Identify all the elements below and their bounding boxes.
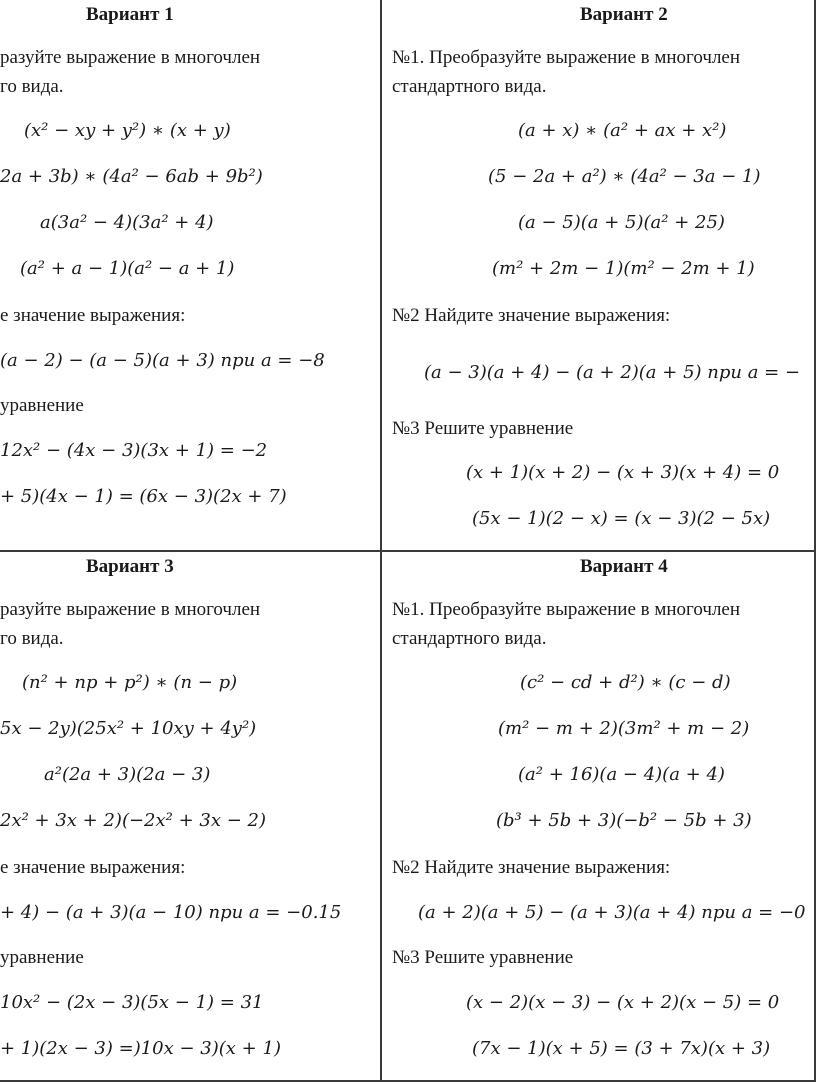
task-1-heading-cont: го вида. (0, 628, 64, 649)
variant-title: Вариант 3 (86, 556, 174, 577)
variant-4-cell (382, 552, 814, 1080)
expression-3: (a² + 16)(a − 4)(a + 4) (518, 764, 725, 785)
task-2-heading: №2 Найдите значение выражения: (392, 857, 671, 878)
task-2-expression: + 4) − (a + 3)(a − 10) при a = −0.15 (0, 902, 342, 923)
expression-3: (a − 5)(a + 5)(a² + 25) (518, 212, 725, 233)
task-1-heading: разуйте выражение в многочлен (0, 599, 261, 620)
task-2-expression: (a − 3)(a + 4) − (a + 2)(a + 5) при a = − (424, 362, 801, 383)
task-3-heading: уравнение (0, 947, 84, 968)
task-2-heading: е значение выражения: (0, 857, 186, 878)
task-2-expression: (a − 2) − (a − 5)(a + 3) при a = −8 (0, 350, 325, 371)
bottom-border (0, 1080, 816, 1082)
expression-4: 2x² + 3x + 2)(−2x² + 3x − 2) (0, 810, 267, 831)
task-2-expression: (a + 2)(a + 5) − (a + 3)(a + 4) при a = −0 (418, 902, 806, 923)
variant-title: Вариант 2 (580, 4, 668, 25)
task-1-heading: разуйте выражение в многочлен (0, 47, 261, 68)
task-1-heading: №1. Преобразуйте выражение в многочлен (392, 47, 741, 68)
variant-3-cell (0, 552, 380, 1080)
variant-title: Вариант 1 (86, 4, 174, 25)
variant-1-cell (0, 0, 380, 550)
equation-2: + 5)(4x − 1) = (6x − 3)(2x + 7) (0, 486, 287, 507)
expression-1: (a + x) ∗ (a² + ax + x²) (518, 120, 727, 141)
equation-1: 10x² − (2x − 3)(5x − 1) = 31 (0, 992, 264, 1013)
expression-2: (5 − 2a + a²) ∗ (4a² − 3a − 1) (488, 166, 761, 187)
task-2-heading: е значение выражения: (0, 305, 186, 326)
expression-4: (b³ + 5b + 3)(−b² − 5b + 3) (496, 810, 752, 831)
expression-2: 5x − 2y)(25x² + 10xy + 4y²) (0, 718, 257, 739)
task-2-heading: №2 Найдите значение выражения: (392, 305, 671, 326)
equation-2: (5x − 1)(2 − x) = (x − 3)(2 − 5x) (472, 508, 771, 529)
task-1-heading-cont: стандартного вида. (392, 628, 547, 649)
task-1-heading-cont: стандартного вида. (392, 76, 547, 97)
equation-1: 12x² − (4x − 3)(3x + 1) = −2 (0, 440, 268, 461)
expression-1: (c² − cd + d²) ∗ (c − d) (520, 672, 731, 693)
task-3-heading: уравнение (0, 395, 84, 416)
expression-2: (m² − m + 2)(3m² + m − 2) (498, 718, 750, 739)
equation-2: + 1)(2x − 3) =)10x − 3)(x + 1) (0, 1038, 281, 1059)
variant-2-cell (382, 0, 814, 550)
task-3-heading: №3 Решите уравнение (392, 947, 574, 968)
task-1-heading: №1. Преобразуйте выражение в многочлен (392, 599, 741, 620)
expression-3: a²(2a + 3)(2a − 3) (44, 764, 211, 785)
equation-1: (x − 2)(x − 3) − (x + 2)(x − 5) = 0 (466, 992, 780, 1013)
equation-2: (7x − 1)(x + 5) = (3 + 7x)(x + 3) (472, 1038, 771, 1059)
expression-4: (m² + 2m − 1)(m² − 2m + 1) (492, 258, 755, 279)
expression-1: (x² − xy + y²) ∗ (x + y) (24, 120, 231, 141)
equation-1: (x + 1)(x + 2) − (x + 3)(x + 4) = 0 (466, 462, 780, 483)
task-3-heading: №3 Решите уравнение (392, 418, 574, 439)
expression-2: 2a + 3b) ∗ (4a² − 6ab + 9b²) (0, 166, 263, 187)
expression-3: a(3a² − 4)(3a² + 4) (40, 212, 214, 233)
task-1-heading-cont: го вида. (0, 76, 64, 97)
variant-title: Вариант 4 (580, 556, 668, 577)
expression-4: (a² + a − 1)(a² − a + 1) (20, 258, 235, 279)
expression-1: (n² + np + p²) ∗ (n − p) (22, 672, 238, 693)
